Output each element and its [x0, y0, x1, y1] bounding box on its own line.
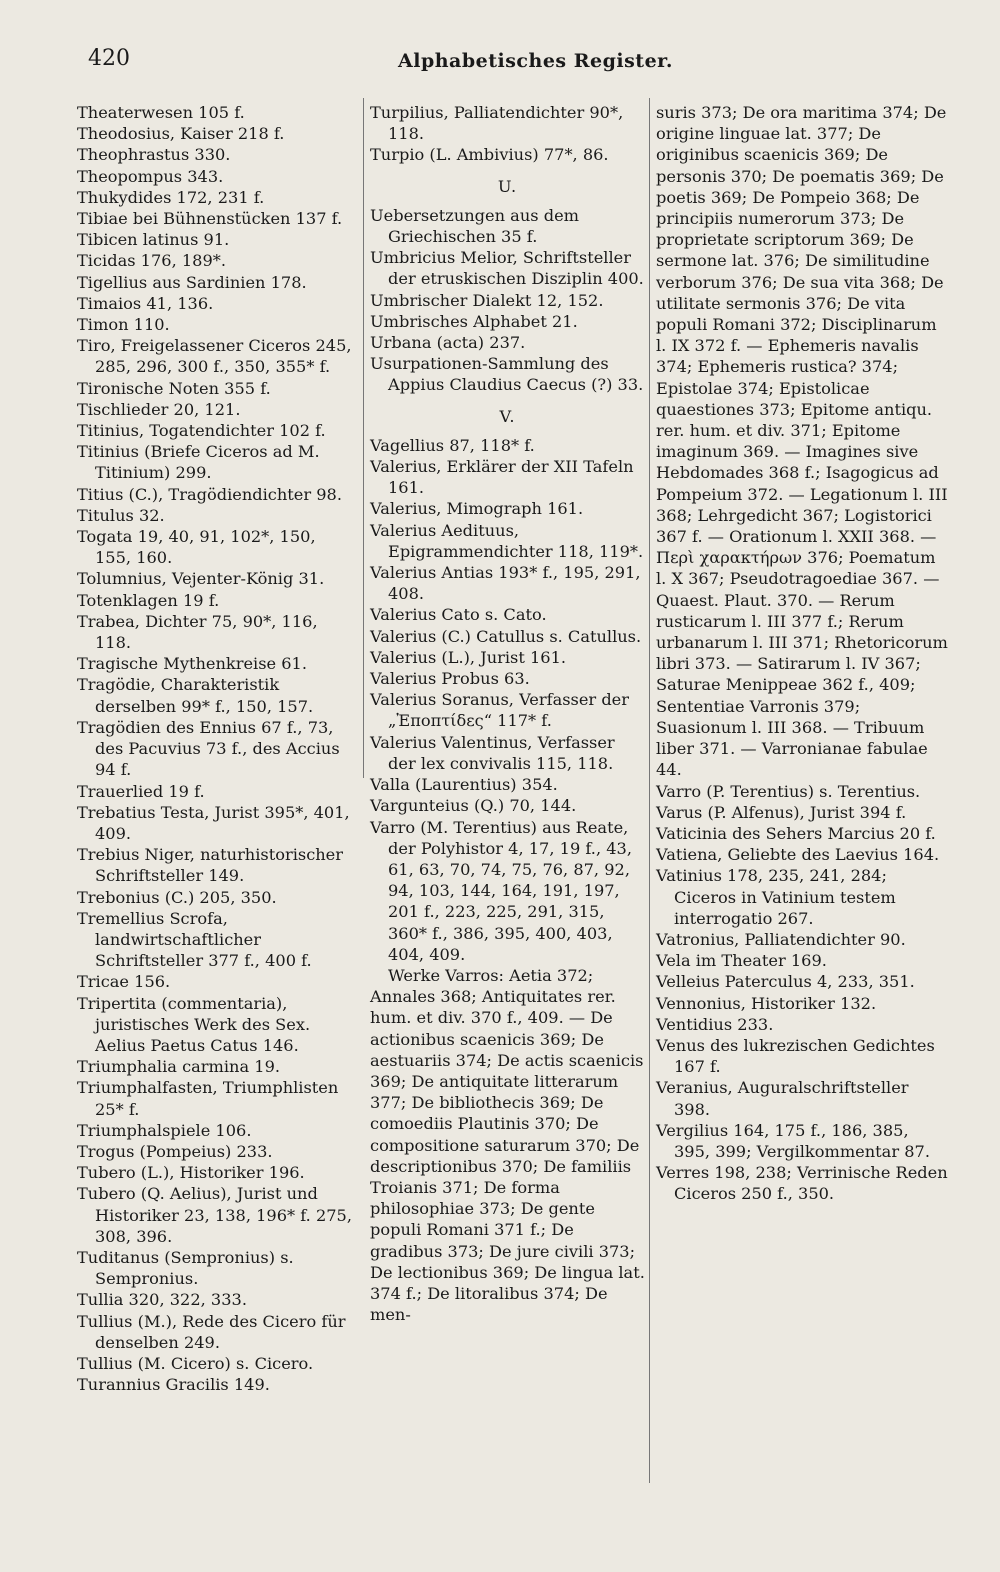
register-entry: Theophrastus 330.	[77, 145, 231, 165]
register-entry: Tiro, Freigelassener Ciceros 245, 285, 296, 300 f., 350, 355* f.	[77, 336, 352, 377]
register-entry: Veranius, Auguralschriftsteller 398.	[656, 1078, 909, 1119]
register-entry: Valerius (C.) Catullus s. Catullus.	[370, 626, 642, 646]
register-entry: Varro (M. Terentius) aus Reate, der Polyhistor 4, 17, 19 f., 43, 61, 63, 70, 74, 75, 76, 87, 92, 94, 103, 144, 164, 191, 197, 201 f., 223, 225, 291, 315, 360* f., 386, 395, 400, 403, 404, 409.	[370, 817, 632, 964]
column-divider	[363, 98, 364, 778]
register-entry: Varro (P. Terentius) s. Terentius.	[656, 781, 921, 801]
register-entry: Valerius Antias 193* f., 195, 291, 408.	[370, 563, 641, 604]
register-entry: Valerius Cato s. Cato.	[370, 605, 547, 625]
register-entry: Umbricius Melior, Schriftsteller der etruskischen Disziplin 400.	[370, 248, 644, 289]
register-entry: Tragödien des Ennius 67 f., 73, des Pacuvius 73 f., des Accius 94 f.	[77, 717, 340, 780]
register-entry: Tullius (M.), Rede des Cicero für denselben 249.	[77, 1311, 346, 1352]
register-entry: Tullia 320, 322, 333.	[77, 1290, 247, 1310]
register-entry: Umbrischer Dialekt 12, 152.	[370, 290, 604, 310]
register-entry: Varus (P. Alfenus), Jurist 394 f.	[656, 802, 907, 822]
register-entry: Valerius Valentinus, Verfasser der lex convivalis 115, 118.	[370, 732, 615, 773]
register-entry: Valerius Soranus, Verfasser der „Ἐποπτίδες“ 117* f.	[370, 690, 629, 731]
register-entry: Timon 110.	[77, 315, 170, 335]
register-column-1	[77, 102, 354, 1395]
register-entry: Valla (Laurentius) 354.	[370, 775, 558, 795]
register-entry: Titius (C.), Tragödiendichter 98.	[77, 484, 342, 504]
register-entry: Titulus 32.	[77, 505, 165, 525]
register-entry: Valerius, Mimograph 161.	[370, 499, 584, 519]
register-entry: Vagellius 87, 118* f.	[370, 435, 535, 455]
register-entry: Trebatius Testa, Jurist 395*, 401, 409.	[77, 802, 350, 843]
register-entry: Vennonius, Historiker 132.	[656, 993, 877, 1013]
register-entry: Tubero (Q. Aelius), Jurist und Historiker 23, 138, 196* f. 275, 308, 396.	[77, 1184, 352, 1246]
register-entry: Vatinius 178, 235, 241, 284; Ciceros in Vatinium testem interrogatio 267.	[656, 866, 896, 928]
varro-works-paragraph: Werke Varros: Aetia 372; Annales 368; Antiquitates rer. hum. et div. 370 f., 409. — De actionibus scaenicis 369; De aestuariis 374; De actis scaenicis 369; De antiquitate litterarum 377; De bibliothecis 369; De comoediis Plautinis 370; De compositione saturarum 370; De descriptionibus 370; De familiis Troianis 371; De forma philosophiae 373; De gente populi Romani 371 f.; De gradibus 373; De jure civili 373; De lectionibus 369; De lingua lat. 374 f.; De litoralibus 374; De men-	[370, 965, 645, 1325]
register-entry: Vaticinia des Sehers Marcius 20 f.	[656, 823, 936, 843]
register-entry: Turpilius, Palliatendichter 90*, 118.	[370, 103, 624, 144]
register-entry: Trogus (Pompeius) 233.	[77, 1141, 273, 1161]
register-entry: Thukydides 172, 231 f.	[77, 187, 265, 207]
register-entry: Totenklagen 19 f.	[77, 590, 220, 610]
register-entry: Tironische Noten 355 f.	[77, 378, 271, 398]
register-entry: Ventidius 233.	[656, 1014, 774, 1034]
register-entry: Vatiena, Geliebte des Laevius 164.	[656, 845, 940, 865]
register-entry: Tibiae bei Bühnenstücken 137 f.	[77, 209, 343, 229]
register-entry: Trabea, Dichter 75, 90*, 116, 118.	[77, 611, 318, 653]
register-entry: Valerius, Erklärer der XII Tafeln 161.	[370, 457, 634, 498]
register-entry: Valerius Aedituus, Epigrammendichter 118, 119*.	[370, 520, 644, 561]
register-entry: Uebersetzungen aus dem Griechischen 35 f.	[370, 205, 580, 247]
register-entry: Theodosius, Kaiser 218 f.	[77, 124, 285, 144]
register-entry: Umbrisches Alphabet 21.	[370, 311, 578, 331]
register-entry: Tolumnius, Vejenter-König 31.	[77, 569, 325, 589]
register-entry: Tullius (M. Cicero) s. Cicero.	[77, 1353, 314, 1373]
register-entry: Tuditanus (Sempronius) s. Sempronius.	[77, 1247, 294, 1289]
register-entry: Venus des lukrezischen Gedichtes 167 f.	[656, 1035, 935, 1077]
register-entry: Tricae 156.	[77, 972, 171, 992]
section-heading-u: U.	[497, 176, 518, 196]
register-entry: Tragödie, Charakteristik derselben 99* f., 150, 157.	[77, 675, 314, 716]
register-entry: Valerius Probus 63.	[370, 669, 530, 689]
register-entry: Theaterwesen 105 f.	[77, 103, 245, 122]
register-entry: Tubero (L.), Historiker 196.	[77, 1163, 305, 1183]
register-entry: Turannius Gracilis 149.	[77, 1375, 270, 1395]
register-entry: Turpio (L. Ambivius) 77*, 86.	[370, 145, 609, 165]
register-entry: Velleius Paterculus 4, 233, 351.	[656, 972, 915, 992]
register-entry: Ticidas 176, 189*.	[77, 251, 227, 271]
register-entry: Triumphalspiele 106.	[77, 1120, 252, 1140]
register-entry: Vergilius 164, 175 f., 186, 385, 395, 399; Vergilkommentar 87.	[656, 1120, 930, 1161]
register-entry: Verres 198, 238; Verrinische Reden Ciceros 250 f., 350.	[656, 1163, 948, 1204]
register-entry: Theopompus 343.	[77, 166, 224, 186]
varro-works-continued: suris 373; De ora maritima 374; De origine linguae lat. 377; De originibus scaenicis 369; De personis 370; De poematis 369; De poetis 369; De Pompeio 368; De principiis numerorum 373; De proprietate scriptorum 369; De sermone lat. 376; De similitudine verborum 376; De sua vita 368; De utilitate sermonis 376; De vita populi Romani 372; Disciplinarum l. IX 372 f. — Ephemeris navalis 374; Ephemeris rustica? 374; Epistolae 374; Epistolicae quaestiones 373; Epitome antiqu. rer. hum. et div. 371; Epitome imaginum 369. — Imagines sive Hebdomades 368 f.; Isagogicus ad Pompeium 372. — Legationum l. III 368; Lehrgedicht 367; Logistorici 367 f. — Orationum l. XXII 368. — Περὶ χαρακτήρων 376; Poematum l. X 367; Pseudotragoediae 367. — Quaest. Plaut. 370. — Rerum rusticarum l. III 377 f.; Rerum urbanarum l. III 371; Rhetoricorum libri 373. — Satirarum l. IV 367; Saturae Menippeae 362 f., 409; Sententiae Varronis 379; Suasionum l. III 368. — Tribuum liber 371. — Varronianae fabulae 44.	[656, 103, 948, 780]
register-entry: Vargunteius (Q.) 70, 144.	[370, 796, 577, 816]
register-entry: Trauerlied 19 f.	[77, 781, 205, 801]
register-entry: Tibicen latinus 91.	[77, 230, 230, 250]
register-entry: Tremellius Scrofa, landwirtschaftlicher Schriftsteller 377 f., 400 f.	[77, 908, 312, 971]
register-entry: Urbana (acta) 237.	[370, 333, 526, 353]
register-entry: Titinius, Togatendichter 102 f.	[77, 421, 326, 441]
column-divider	[649, 98, 650, 1483]
section-heading-v: V.	[499, 406, 516, 426]
register-entry: Usurpationen-Sammlung des Appius Claudius Caecus (?) 33.	[370, 354, 644, 395]
register-column-3	[656, 102, 948, 1205]
register-entry: Trebonius (C.) 205, 350.	[77, 887, 277, 907]
register-entry: Trebius Niger, naturhistorischer Schriftsteller 149.	[77, 845, 344, 886]
register-entry: Tigellius aus Sardinien 178.	[77, 272, 307, 292]
register-entry: Tragische Mythenkreise 61.	[77, 654, 307, 674]
register-entry: Tischlieder 20, 121.	[77, 399, 241, 419]
register-entry: Togata 19, 40, 91, 102*, 150, 155, 160.	[77, 527, 316, 568]
register-entry: Triumphalfasten, Triumphlisten 25* f.	[77, 1078, 339, 1119]
page-number: 420	[88, 46, 130, 71]
register-entry: Vela im Theater 169.	[656, 951, 827, 971]
register-entry: Vatronius, Palliatendichter 90.	[656, 929, 906, 949]
register-entry: Triumphalia carmina 19.	[77, 1057, 281, 1077]
register-entry: Titinius (Briefe Ciceros ad M. Titinium) 299.	[77, 442, 320, 483]
register-entry: Timaios 41, 136.	[77, 293, 214, 313]
register-entry: Tripertita (commentaria), juristisches Werk des Sex. Aelius Paetus Catus 146.	[77, 993, 311, 1055]
register-column-2	[370, 102, 645, 1325]
register-entry: Valerius (L.), Jurist 161.	[370, 647, 567, 667]
running-head: Alphabetisches Register.	[398, 50, 674, 72]
